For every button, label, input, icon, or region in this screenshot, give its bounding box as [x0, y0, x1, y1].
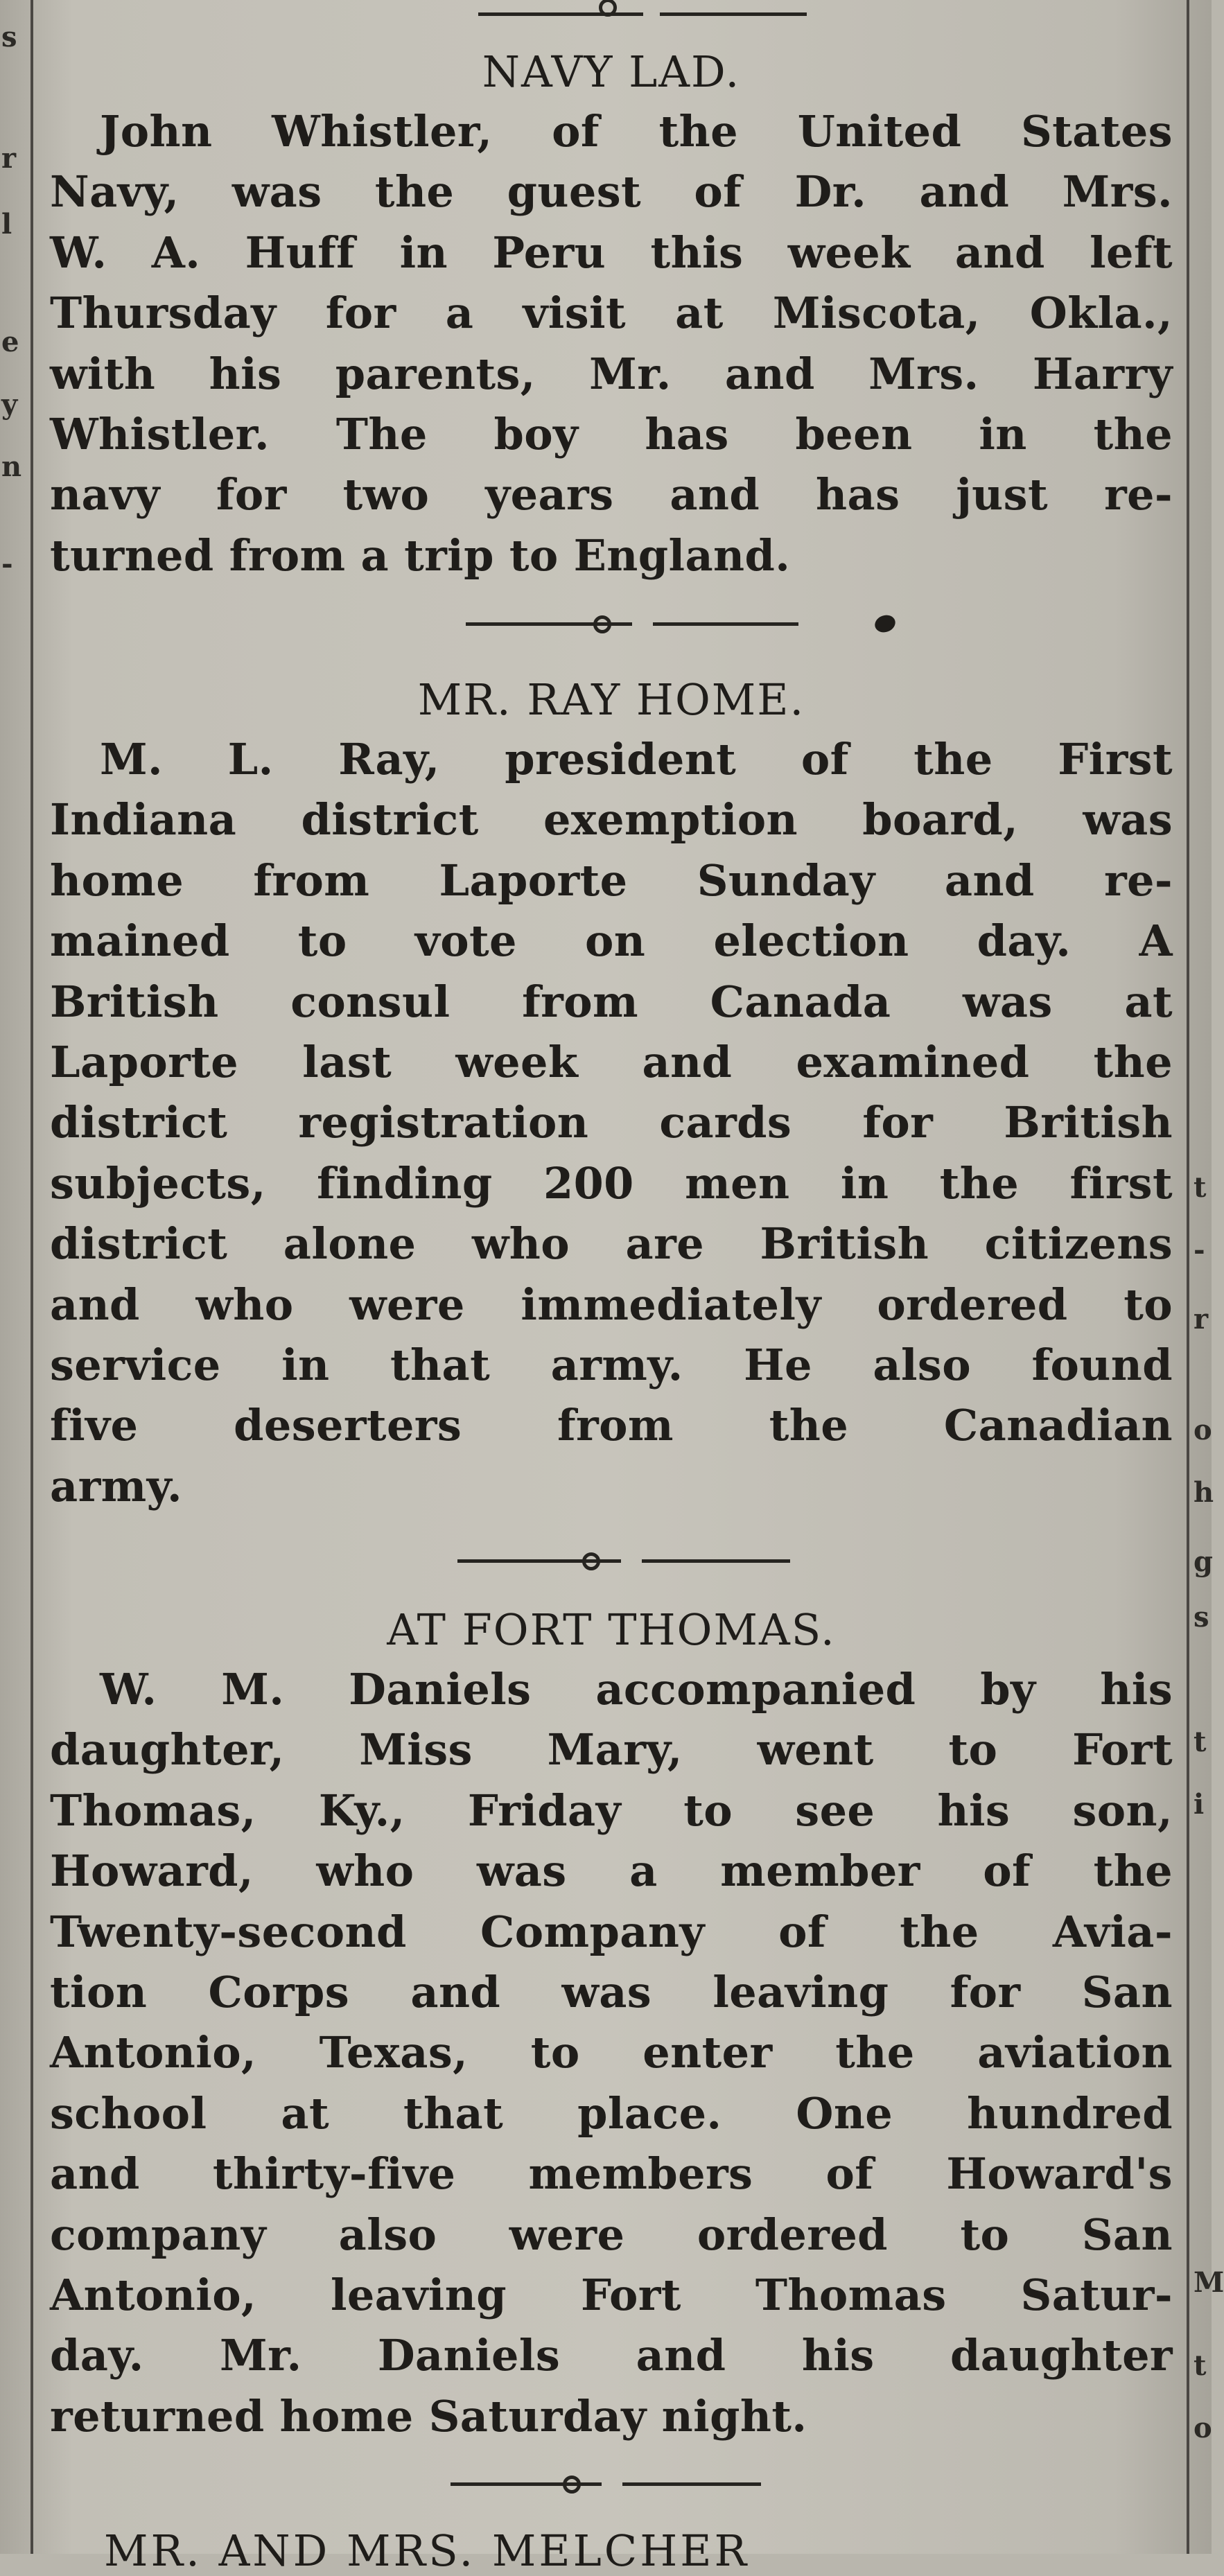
article-line: Antonio, leaving Fort Thomas Satur-: [50, 2269, 1173, 2320]
article-line: tion Corps and was leaving for San: [50, 1966, 1173, 2017]
right-edge-fragment: t: [1194, 1726, 1207, 1758]
left-column-rule: [30, 0, 33, 2554]
article-line: Thomas, Ky., Friday to see his son,: [50, 1785, 1173, 1836]
article-line: W. A. Huff in Peru this week and left: [50, 227, 1173, 278]
article-line: M. L. Ray, president of the First: [100, 734, 1173, 785]
section-divider: [50, 0, 1173, 28]
left-edge-fragment: s: [1, 21, 17, 53]
next-article-headline-cutoff: [104, 2521, 1074, 2576]
right-edge-fragment: t: [1194, 2349, 1207, 2382]
right-edge-fragment: o: [1194, 1414, 1212, 1446]
left-edge-fragment: -: [1, 547, 13, 580]
left-column-edge: [0, 0, 28, 2554]
article-line: and thirty-five members of Howard's: [50, 2148, 1173, 2200]
article-line: returned home Saturday night.: [50, 2390, 807, 2442]
article-line: daughter, Miss Mary, went to Fort: [50, 1724, 1173, 1776]
right-edge-fragment: r: [1194, 1303, 1209, 1335]
article-line: Whistler. The boy has been in the: [50, 408, 1173, 459]
right-column-edge: [1194, 0, 1224, 2554]
right-edge-fragment: i: [1194, 1788, 1205, 1821]
section-divider: [50, 2470, 1173, 2498]
right-edge-fragment: s: [1194, 1601, 1209, 1633]
article-line: John Whistler, of the United States: [100, 106, 1173, 157]
next-headline: MR. AND MRS. MELCHER: [104, 2525, 750, 2576]
article-headline: AT FORT THOMAS.: [387, 1604, 836, 1655]
article-line: subjects, finding 200 men in the first: [50, 1157, 1173, 1209]
article-line: service in that army. He also found: [50, 1339, 1173, 1390]
article-headline: MR. RAY HOME.: [417, 674, 805, 725]
article-line: Antonio, Texas, to enter the aviation: [50, 2027, 1173, 2078]
article-line: W. M. Daniels accompanied by his: [100, 1664, 1173, 1715]
right-edge-fragment: o: [1194, 2412, 1212, 2444]
article-line: turned from a trip to England.: [50, 529, 791, 581]
left-edge-fragment: y: [1, 388, 18, 421]
left-edge-fragment: r: [1, 142, 17, 175]
article-line: district registration cards for British: [50, 1097, 1173, 1148]
article-line: army.: [50, 1460, 182, 1512]
article-line: navy for two years and has just re-: [50, 469, 1173, 520]
left-edge-fragment: n: [1, 450, 22, 483]
article-line: school at that place. One hundred: [50, 2087, 1173, 2139]
right-edge-fragment: t: [1194, 1171, 1207, 1204]
article-navy-lad: [50, 43, 1173, 586]
left-edge-fragment: l: [1, 208, 12, 240]
article-line: mained to vote on election day. A: [50, 915, 1173, 967]
article-line: British consul from Canada was at: [50, 976, 1173, 1027]
right-edge-fragment: M: [1194, 2266, 1224, 2299]
article-line: day. Mr. Daniels and his daughter: [50, 2330, 1173, 2381]
article-line: five deserters from the Canadian: [50, 1400, 1173, 1451]
left-edge-fragment: e: [1, 326, 19, 358]
article-line: Howard, who was a member of the: [50, 1846, 1173, 1897]
article-line: and who were immediately ordered to: [50, 1279, 1173, 1330]
article-headline: NAVY LAD.: [482, 46, 741, 97]
article-line: Navy, was the guest of Dr. and Mrs.: [50, 166, 1173, 218]
right-edge-fragment: h: [1194, 1476, 1214, 1509]
right-column-rule: [1187, 0, 1189, 2554]
article-line: district alone who are British citizens: [50, 1218, 1173, 1270]
section-divider: [50, 610, 1173, 638]
article-line: with his parents, Mr. and Mrs. Harry: [50, 348, 1173, 399]
article-line: Twenty-second Company of the Avia-: [50, 1906, 1173, 1957]
article-line: Laporte last week and examined the: [50, 1036, 1173, 1087]
article-at-fort-thomas: [50, 1601, 1173, 2446]
right-edge-fragment: g: [1194, 1545, 1213, 1578]
right-edge-fragment: -: [1194, 1234, 1205, 1266]
section-divider: [50, 1547, 1173, 1575]
article-line: company also were ordered to San: [50, 2209, 1173, 2260]
article-line: Thursday for a visit at Miscota, Okla.,: [50, 288, 1173, 339]
article-line: home from Laporte Sunday and re-: [50, 855, 1173, 906]
article-line: Indiana district exemption board, was: [50, 794, 1173, 845]
article-mr-ray-home: [50, 671, 1173, 1516]
